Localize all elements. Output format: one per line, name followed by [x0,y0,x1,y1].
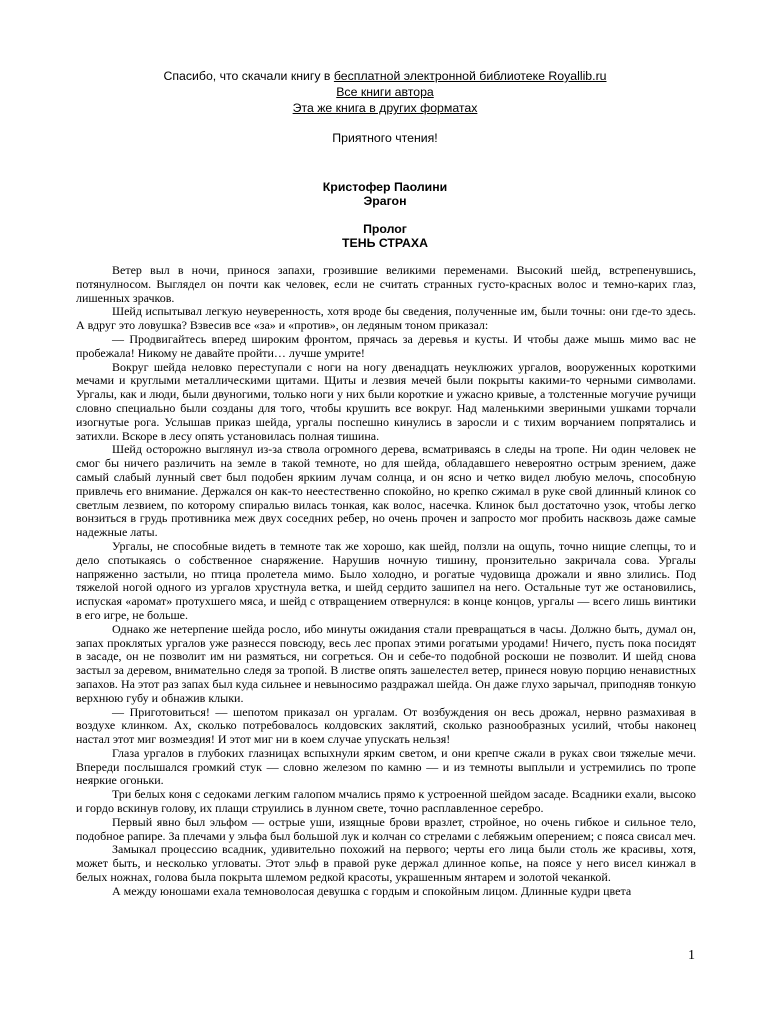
paragraph: Три белых коня с седоками легким галопом мчались прямо к устроенной шейдом засаде. Всадники ехали, высоко и гордо вскинув голову, их плащи струились в лунном свете, точно расплавленное серебро. [76,787,696,816]
book-author: Кристофер Паолини [322,180,448,194]
paragraph: — Продвигайтесь вперед широким фронтом, прячась за деревья и кусты. И чтобы даже мышь мимо вас не пробежала! Никому не давайте пройти… лучше умрите! [76,331,696,360]
paragraph: Шейд осторожно выглянул из-за ствола огромного дерева, всматриваясь в следы на тропе. Ни один человек не смог бы ничего различить на земле в такой темноте, но для шейда, обладавшего невероятно острым зрением, даже самый слабый лунный свет был подобен яркиим лучам солнца, и он ясно и четко видел любую мелочь, способную привлечь его внимание. Держался он как-то неестественно спокойно, но крепко сжимал в руке свой длинный клинок со светлым лезвием, по которому спиралью вилась тонкая, как волос, насечка. Клинок был достаточно узок, чтобы легко вонзиться в грудь противника меж двух соседних ребер, но очень прочен и запросто мог пробить насквозь даже самые надежные латы. [76,442,696,540]
page-number: 1 [688,948,695,963]
section-title: Пролог [363,222,407,236]
thanks-line [60,68,710,84]
paragraph: Глаза ургалов в глубоких глазницах вспыхнули ярким светом, и они крепче сжали в руках свои тяжелые мечи. Впереди послышался громкий стук — словно железом по камню — и из темноты выплыли и устремились по тропе неяркие огоньки. [76,745,696,788]
paragraph: Шейд испытывал легкую неуверенность, хотя вроде бы сведения, полученные им, были точны: они где-то здесь. А вдруг это ловушка? Взвесив все «за» и «против», он ледяным тоном приказал: [76,304,696,333]
paragraph: Замыкал процессию всадник, удивительно похожий на первого; черты его лица были столь же красивы, хотя, может быть, и несколько угловаты. Этот эльф в правой руке держал длинное копье, на поясе у него висел кинжал в белых ножнах, голова была покрыта шлемом редкой красоты, украшенным янтарем и золотой чеканкой. [76,842,696,885]
paragraph: Ветер выл в ночи, принося запахи, грозившие великими переменами. Высокий шейд, встрепенувшись, потянулносом. Выглядел он почти как человек, если не считать странных густо-красных волос и темно-карих глаз, лишенных зрачков. [76,263,696,305]
other-formats-link[interactable]: Эта же книга в других форматах [292,101,478,115]
paragraph: — Приготовиться! — шепотом приказал он ургалам. От возбуждения он весь дрожал, нервно размахивая в воздухе клинком. Ах, сколько потребовалось колдовских заклятий, сколько разнообразных усилий, чтобы наконец настал этот миг возмездия! И этот миг ни в коем случае упускать нельзя! [76,704,696,747]
paragraph: Первый явно был эльфом — острые уши, изящные брови вразлет, стройное, но очень гибкое и сильное тело, подобное рапире. За плечами у эльфа был большой лук и колчан со стрелами с лебяжьим оперением; с пояса свисал меч. [76,814,696,843]
enjoy-reading-text: Приятного чтения! [332,131,438,145]
book-title: Эрагон [363,194,407,208]
paragraph: Вокруг шейда неловко переступали с ноги на ногу двенадцать неуклюжих ургалов, вооруженных короткими мечами и круглыми металлическими щитами. Щиты и лезвия мечей были покрыты какими-то черными символами. Ургалы, как и люди, были двуногими, только ноги у них были короткие и ужасно кривые, а толстенные могучие ручищи словно специально были созданы для того, чтобы крушить все вокруг. Над маленькими звериными ушками торчали изогнутые рога. Услышав приказ шейда, ургалы поспешно кинулись в заросли и с тихим ворчанием попрятались и затихли. Вскоре в лесу опять установилась полная тишина. [76,359,696,443]
paragraph: Однако же нетерпение шейда росло, ибо минуты ожидания стали превращаться в часы. Должно быть, думал он, запах проклятых ургалов уже разнесся повсюду, весь лес пропах этими рогатыми уродами! Ничего, пусть пока посидят в засаде, он не позволит им ни размяться, ни согреться. Он и себе-то подобной роскоши не позволит. И шейд снова застыл за деревом, внимательно следя за тропой. В листве опять зашелестел ветер, принеся новую порцию ненавистных запахов. На этот раз запах был куда сильнее и невыносимо раздражал шейда. Он даже глухо зарычал, приподняв тонкую верхнюю губу и обнажив клыки. [76,621,696,705]
all-books-link[interactable]: Все книги автора [336,85,434,99]
library-link[interactable]: бесплатной электронной библиотеке Royallib.ru [333,69,607,83]
paragraph: Ургалы, не способные видеть в темноте так же хорошо, как шейд, ползли на ощупь, точно нищие слепцы, то и дело спотыкаясь о собственное снаряжение. Нарушив ночную тишину, пронзительно закричала сова. Ургалы напряженно застыли, но птица пролетела мимо. Было холодно, и рогатые чудовища дрожали и явно злились. Под тяжелой ногой одного из ургалов хрустнула ветка, и шейд сердито зашипел на него. Остальные тут же остановились, испуская «аромат» протухшего мяса, и шейд с отвращением отвернулся: в конце концов, ургалы — всего лишь винтики в его игре, не больше. [76,538,696,622]
book-titles [60,180,710,250]
thanks-text: Спасибо, что скачали книгу в [163,69,334,83]
paragraph: А между юношами ехала темноволосая девушка с гордым и спокойным лицом. Длинные кудри цвета [112,883,632,898]
download-notice [60,68,710,146]
chapter-title: ТЕНЬ СТРАХА [341,236,429,250]
chapter-text [76,264,696,899]
